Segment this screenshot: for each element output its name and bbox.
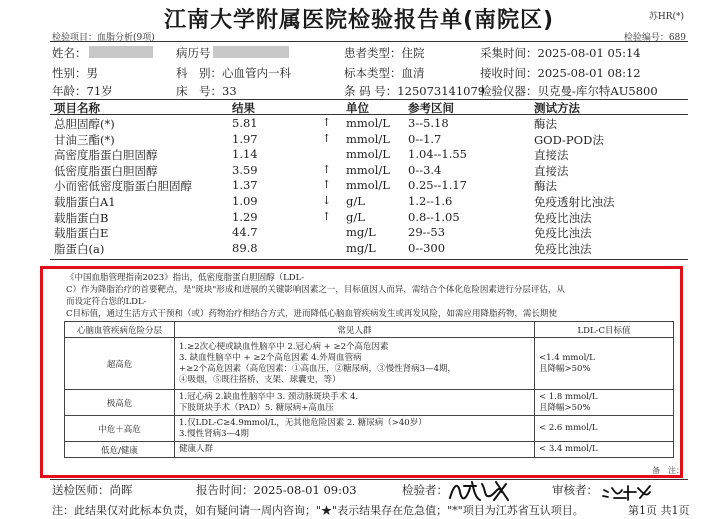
result-value: 1.29: [232, 209, 258, 224]
result-name: 甘油三酯(*): [54, 132, 115, 147]
patient-name: 姓名：: [52, 45, 153, 61]
report-time: 报告时间：2025-08-01 09:03: [196, 483, 357, 497]
guideline-text-line: 而设定符合您的LDL-: [66, 297, 147, 307]
target-line: < 2.6 mmol/L: [539, 423, 598, 433]
result-flag: ↓: [322, 194, 332, 207]
test-item-label: 检验项目：血脂分析(9项): [52, 33, 155, 43]
result-flag: ↑: [322, 131, 332, 145]
header-common-population: 常见人群: [175, 322, 535, 338]
result-range: 3--5.18: [408, 116, 449, 130]
common-population: [175, 416, 535, 442]
result-name: 总胆固醇(*): [54, 117, 115, 131]
guideline-text-line: C目标值，通过生活方式干预和（或）药物治疗相结合方式，进而降低心脑血管疾病发生或再发风险，如需应用降脂药物，需长期使: [66, 309, 558, 319]
column-method: 测试方法: [534, 101, 580, 115]
result-name: 载脂蛋白E: [54, 226, 109, 241]
result-flag: ↑: [322, 209, 332, 223]
ldl-target: [535, 416, 674, 442]
result-unit: mg/L: [346, 240, 376, 255]
population-line: +≥2个高危因素（高危因素：①高血压，②糖尿病，③慢性肾病3—4期，: [179, 363, 456, 374]
patient-type: 患者类型：住院: [344, 46, 425, 60]
patient-department: 科 别：心血管内一科: [176, 66, 291, 80]
result-method: 酶法: [534, 179, 557, 194]
result-method: 免疫比浊法: [534, 210, 592, 225]
column-item: 项目名称: [54, 101, 100, 115]
receive-time: 接收时间：2025-08-01 08:12: [480, 66, 641, 80]
collect-time: 采集时间：2025-08-01 05:14: [480, 46, 641, 60]
test-number-label: 检验编号：689: [623, 33, 686, 43]
column-result: 结果: [232, 101, 255, 115]
common-population: [175, 338, 535, 390]
result-name: 载脂蛋白B: [54, 210, 109, 225]
target-line: 且降幅>50%: [539, 402, 591, 413]
ordering-doctor: 送检医师：尚晖: [52, 483, 133, 497]
result-method: 直接法: [534, 148, 569, 163]
common-population: [175, 442, 535, 458]
remark-label: 备 注：: [652, 466, 684, 475]
result-method: 免疫比浊法: [534, 226, 592, 241]
result-flag: ↑: [322, 162, 332, 176]
result-value: 1.37: [232, 178, 258, 193]
result-method: 免疫透射比浊法: [534, 195, 615, 209]
tester-signature: [446, 478, 516, 504]
risk-stratification-table: [64, 321, 674, 458]
result-flag: ↑: [322, 178, 332, 192]
column-range: 参考区间: [408, 101, 454, 115]
result-range: 0--300: [408, 240, 446, 255]
divider: [50, 114, 688, 115]
result-range: 0.8--1.05: [408, 209, 460, 224]
version-label: 苏HR(*): [648, 12, 684, 22]
population-line: 健康人群: [179, 444, 214, 454]
target-line: < 3.4 mmol/L: [539, 444, 598, 454]
instrument: 检验仪器：贝克曼-库尔特AU5800: [480, 84, 658, 98]
result-name: 小而密低密度脂蛋白胆固醇: [54, 179, 192, 194]
redacted-name: [89, 46, 153, 58]
column-unit: 单位: [346, 101, 369, 115]
risk-level: 低危/健康: [65, 442, 175, 458]
result-value: 1.14: [232, 147, 258, 162]
table-header-row: [65, 322, 674, 338]
divider: [50, 259, 688, 260]
table-row: [65, 390, 674, 416]
reviewer-label: 审核者：: [552, 483, 598, 497]
risk-level: 极高危: [65, 390, 175, 416]
result-name: 低密度脂蛋白胆固醇: [54, 163, 158, 178]
divider: [50, 41, 688, 42]
guideline-text-line: C）作为降脂治疗的首要靶点，是"斑块"形成和进展的关键影响因素之一，目标值因人而异，需结合个体化危险因素进行分层评估，从: [66, 285, 565, 295]
result-unit: mmol/L: [346, 178, 390, 193]
patient-bed: 床 号：33: [176, 84, 237, 98]
result-method: 直接法: [534, 163, 569, 178]
result-range: 29--53: [408, 225, 446, 240]
population-line: 1.冠心病 2.缺血性脑卒中 3. 颈动脉斑块手术 4.: [179, 391, 359, 402]
patient-record-number: 病历号: [176, 45, 289, 61]
patient-age: 年龄：71岁: [52, 84, 113, 98]
patient-gender: 性别：男: [52, 66, 98, 80]
ldl-target: [535, 338, 674, 390]
population-line: 1.≥2次心梗或缺血性脑卒中 2.冠心病 + ≥2个高危因素: [179, 341, 389, 352]
ldl-target: [535, 442, 674, 458]
result-unit: g/L: [346, 209, 365, 224]
divider: [50, 99, 688, 100]
header-risk-level: 心脑血管疾病危险分层: [65, 322, 175, 338]
result-method: 免疫比浊法: [534, 241, 592, 256]
sample-type: 标本类型：血清: [344, 66, 425, 80]
result-range: 0--3.4: [408, 162, 442, 177]
risk-level: 中危＋高危: [65, 416, 175, 442]
result-value: 3.59: [232, 162, 258, 177]
reviewer-signature: [600, 482, 652, 502]
result-range: 0.25--1.17: [408, 178, 467, 193]
redacted-record-number: [213, 46, 289, 58]
table-row: [65, 338, 674, 390]
result-range: 0--1.7: [408, 131, 442, 146]
tester-label: 检验者：: [402, 483, 448, 497]
target-line: 且降幅>50%: [539, 363, 591, 374]
result-name: 高密度脂蛋白胆固醇: [54, 148, 158, 163]
result-unit: mmol/L: [346, 116, 390, 130]
common-population: [175, 390, 535, 416]
result-unit: mmol/L: [346, 147, 390, 162]
target-line: <1.4 mmol/L: [539, 352, 595, 363]
population-line: 3. 缺血性脑卒中 + ≥2个高危因素 4.外周血管病: [179, 352, 362, 363]
result-unit: mg/L: [346, 225, 376, 240]
report-title: 江南大学附属医院检验报告单(南院区): [163, 8, 555, 33]
result-unit: g/L: [346, 194, 365, 208]
result-value: 89.8: [232, 240, 258, 255]
header-ldl-target: LDL-C目标值: [535, 322, 674, 338]
result-value: 1.09: [232, 194, 258, 208]
divider: [50, 479, 688, 480]
result-value: 5.81: [232, 116, 258, 130]
population-line: ④吸烟，⑤既往搭桥、支架、球囊史，等）: [179, 374, 341, 385]
page-number: 第1页 共1页: [628, 504, 690, 517]
target-line: < 1.8 mmol/L: [539, 391, 598, 402]
guideline-text-line: 《中国血脂管理指南2023》指出，低密度脂蛋白胆固醇（LDL-: [66, 273, 305, 283]
disclaimer-note: 注：此结果仅对此标本负责，如有疑问请一周内咨询；"★"表示结果存在危急值；"*"项目为江苏省互认项目。: [52, 504, 584, 517]
result-value: 44.7: [232, 225, 258, 240]
result-value: 1.97: [232, 131, 258, 146]
population-line: 下肢斑块手术（PAD）5. 糖尿病+高血压: [179, 402, 334, 413]
result-method: 酶法: [534, 117, 557, 131]
population-line: 1.仅LDL-C≥4.9mmol/L，无其他危险因素 2. 糖尿病（>40岁）: [179, 417, 427, 428]
result-name: 载脂蛋白A1: [54, 195, 116, 209]
risk-level: 超高危: [65, 338, 175, 390]
table-row: [65, 442, 674, 458]
ldl-target: [535, 390, 674, 416]
result-unit: mmol/L: [346, 131, 390, 146]
result-flag: ↑: [322, 116, 332, 129]
population-line: 3.慢性肾病3—4期: [179, 428, 249, 439]
result-range: 1.04--1.55: [408, 147, 467, 162]
sample-barcode: 条 码 号：125073141079: [344, 84, 486, 98]
result-method: GOD-POD法: [534, 132, 604, 147]
result-name: 脂蛋白(a): [54, 241, 105, 256]
result-unit: mmol/L: [346, 162, 390, 177]
table-row: [65, 416, 674, 442]
result-range: 1.2--1.6: [408, 194, 453, 208]
